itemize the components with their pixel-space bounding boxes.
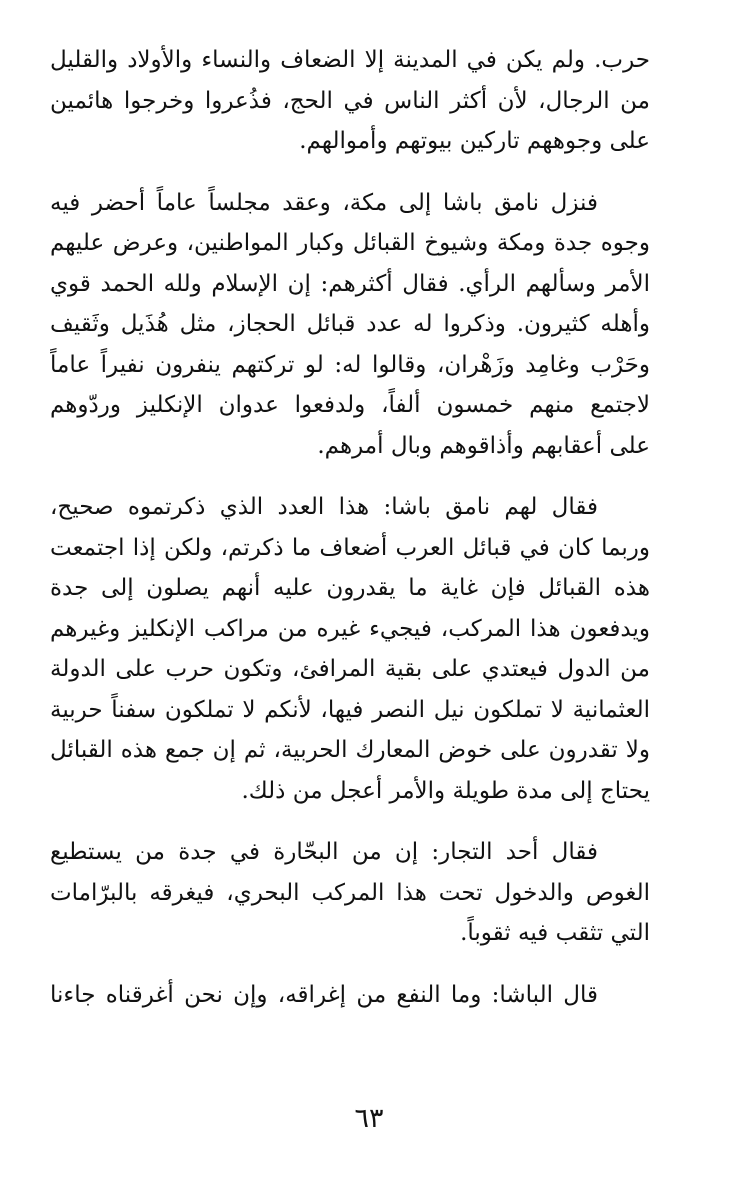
text-line: يحتاج إلى مدة طويلة والأمر أعجل من ذلك.: [241, 777, 650, 804]
paragraph-5: [50, 975, 650, 1016]
text-line: العثمانية لا تملكون نيل النصر فيها، لأنكم لا تملكون سفناً حربية: [50, 696, 650, 723]
text-line: من الرجال، لأن أكثر الناس في الحج، فذُعروا وخرجوا هائمين: [50, 87, 650, 114]
text-line: فنزل نامق باشا إلى مكة، وعقد مجلساً عاماً أحضر فيه: [50, 189, 598, 216]
paragraph-3: [50, 487, 650, 811]
text-line: وحَرْب وغامِد وزَهْران، وقالوا له: لو تركتهم ينفرون نفيراً عاماً: [50, 351, 650, 378]
text-line: وجوه جدة ومكة وشيوخ القبائل وكبار المواطنين، وعرض عليهم: [50, 230, 650, 256]
text-line: ويدفعون هذا المركب، فيجيء غيره من مراكب الإنكليز وغيرهم: [50, 615, 650, 642]
text-line: فقال لهم نامق باشا: هذا العدد الذي ذكرتموه صحيح،: [50, 494, 598, 520]
text-line: على وجوههم تاركين بيوتهم وأموالهم.: [299, 128, 650, 154]
text-line: من الدول فيعتدي على بقية المرافئ، وتكون حرب على الدولة: [50, 656, 650, 682]
page-number: ٦٣: [354, 1103, 384, 1134]
text-line: على أعقابهم وأذاقوهم وبال أمرهم.: [317, 432, 650, 459]
paragraph-2: [50, 183, 650, 467]
text-line: قال الباشا: وما النفع من إغراقه، وإن نحن أغرقناه جاءنا: [50, 981, 598, 1008]
text-line: ولا تقدرون على خوض المعارك الحربية، ثم إن جمع هذه القبائل: [50, 737, 650, 763]
text-line: فقال أحد التجار: إن من البحّارة في جدة من يستطيع: [50, 839, 598, 865]
text-line: لاجتمع منهم خمسون ألفاً، ولدفعوا عدوان الإنكليز وردّوهم: [50, 392, 650, 418]
paragraph-4: [50, 832, 650, 954]
text-line: الأمر وسألهم الرأي. فقال أكثرهم: إن الإسلام ولله الحمد قوي: [50, 270, 650, 297]
text-line: التي تثقب فيه ثقوباً.: [460, 920, 650, 946]
text-line: هذه القبائل فإن غاية ما يقدرون عليه أنهم يصلون إلى جدة: [50, 575, 650, 601]
text-line: الغوص والدخول تحت هذا المركب البحري، فيغرقه بالبرّامات: [50, 879, 650, 906]
text-line: وأهله كثيرون. وذكروا له عدد قبائل الحجاز، مثل هُذَيل وثَقيف: [50, 311, 650, 337]
text-line: وربما كان في قبائل العرب أضعاف ما ذكرتم، ولكن إذا اجتمعت: [50, 534, 650, 561]
text-line: حرب. ولم يكن في المدينة إلا الضعاف والنساء والأولاد والقليل: [50, 47, 650, 73]
page-body: [50, 40, 650, 1036]
paragraph-1: [50, 40, 650, 162]
